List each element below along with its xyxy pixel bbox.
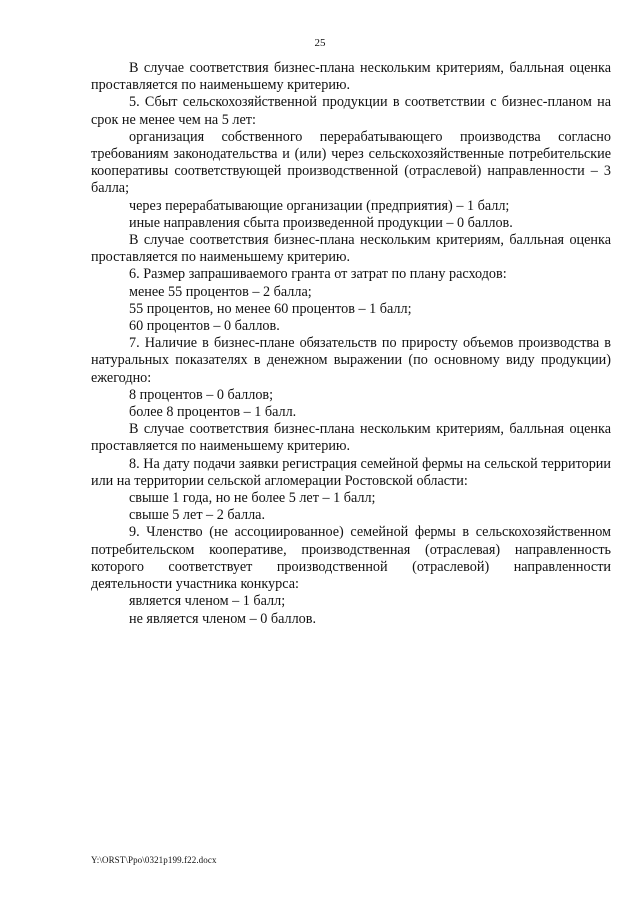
paragraph-criterion-9-option: не является членом – 0 баллов. bbox=[129, 610, 316, 627]
paragraph-criterion-8: 8. На дату подачи заявки регистрация семейной фермы на сельской территории или на территории сельской агломерации Ростовской области: bbox=[91, 455, 611, 489]
document-body bbox=[91, 60, 611, 628]
paragraph-tie-rule: В случае соответствия бизнес-плана нескольким критериям, балльная оценка проставляется по наименьшему критерию. bbox=[91, 421, 611, 455]
paragraph-tie-rule: В случае соответствия бизнес-плана нескольким критериям, балльная оценка проставляется по наименьшему критерию. bbox=[91, 232, 611, 266]
paragraph-criterion-6: 6. Размер запрашиваемого гранта от затрат по плану расходов: bbox=[129, 266, 507, 283]
paragraph-criterion-9-option: является членом – 1 балл; bbox=[129, 593, 286, 610]
paragraph-criterion-6-option: менее 55 процентов – 2 балла; bbox=[129, 283, 312, 300]
paragraph-criterion-5-option: иные направления сбыта произведенной продукции – 0 баллов. bbox=[129, 214, 513, 231]
paragraph-tie-rule: В случае соответствия бизнес-плана нескольким критериям, балльная оценка проставляется по наименьшему критерию. bbox=[91, 60, 611, 94]
paragraph-criterion-6-option: 55 процентов, но менее 60 процентов – 1 балл; bbox=[129, 300, 412, 317]
paragraph-criterion-7: 7. Наличие в бизнес-плане обязательств по приросту объемов производства в натуральных показателях в денежном выражении (по основному виду продукции) ежегодно: bbox=[91, 335, 611, 386]
paragraph-criterion-5-option: организация собственного перерабатывающего производства согласно требованиям законодательства и (или) через сельскохозяйственные потребительские кооперативы соответствующей производственной (отраслевой) направленности – 3 балла; bbox=[91, 128, 611, 197]
paragraph-criterion-5-option: через перерабатывающие организации (предприятия) – 1 балл; bbox=[129, 197, 510, 214]
paragraph-criterion-6-option: 60 процентов – 0 баллов. bbox=[129, 318, 280, 335]
paragraph-criterion-9: 9. Членство (не ассоциированное) семейной фермы в сельскохозяйственном потребительском кооперативе, производственная (отраслевая) направленность которого соответствует производственной (отраслевой) направленности деятельности участника конкурса: bbox=[91, 524, 611, 593]
paragraph-criterion-5: 5. Сбыт сельскохозяйственной продукции в соответствии с бизнес-планом на срок не менее чем на 5 лет: bbox=[91, 94, 611, 128]
page-number: 25 bbox=[314, 37, 326, 49]
paragraph-criterion-7-option: более 8 процентов – 1 балл. bbox=[129, 404, 297, 421]
paragraph-criterion-8-option: свыше 5 лет – 2 балла. bbox=[129, 507, 265, 524]
paragraph-criterion-8-option: свыше 1 года, но не более 5 лет – 1 балл; bbox=[129, 490, 376, 507]
paragraph-criterion-7-option: 8 процентов – 0 баллов; bbox=[129, 386, 274, 403]
footer-file-path: Y:\ORST\Ppo\0321p199.f22.docx bbox=[91, 855, 217, 865]
